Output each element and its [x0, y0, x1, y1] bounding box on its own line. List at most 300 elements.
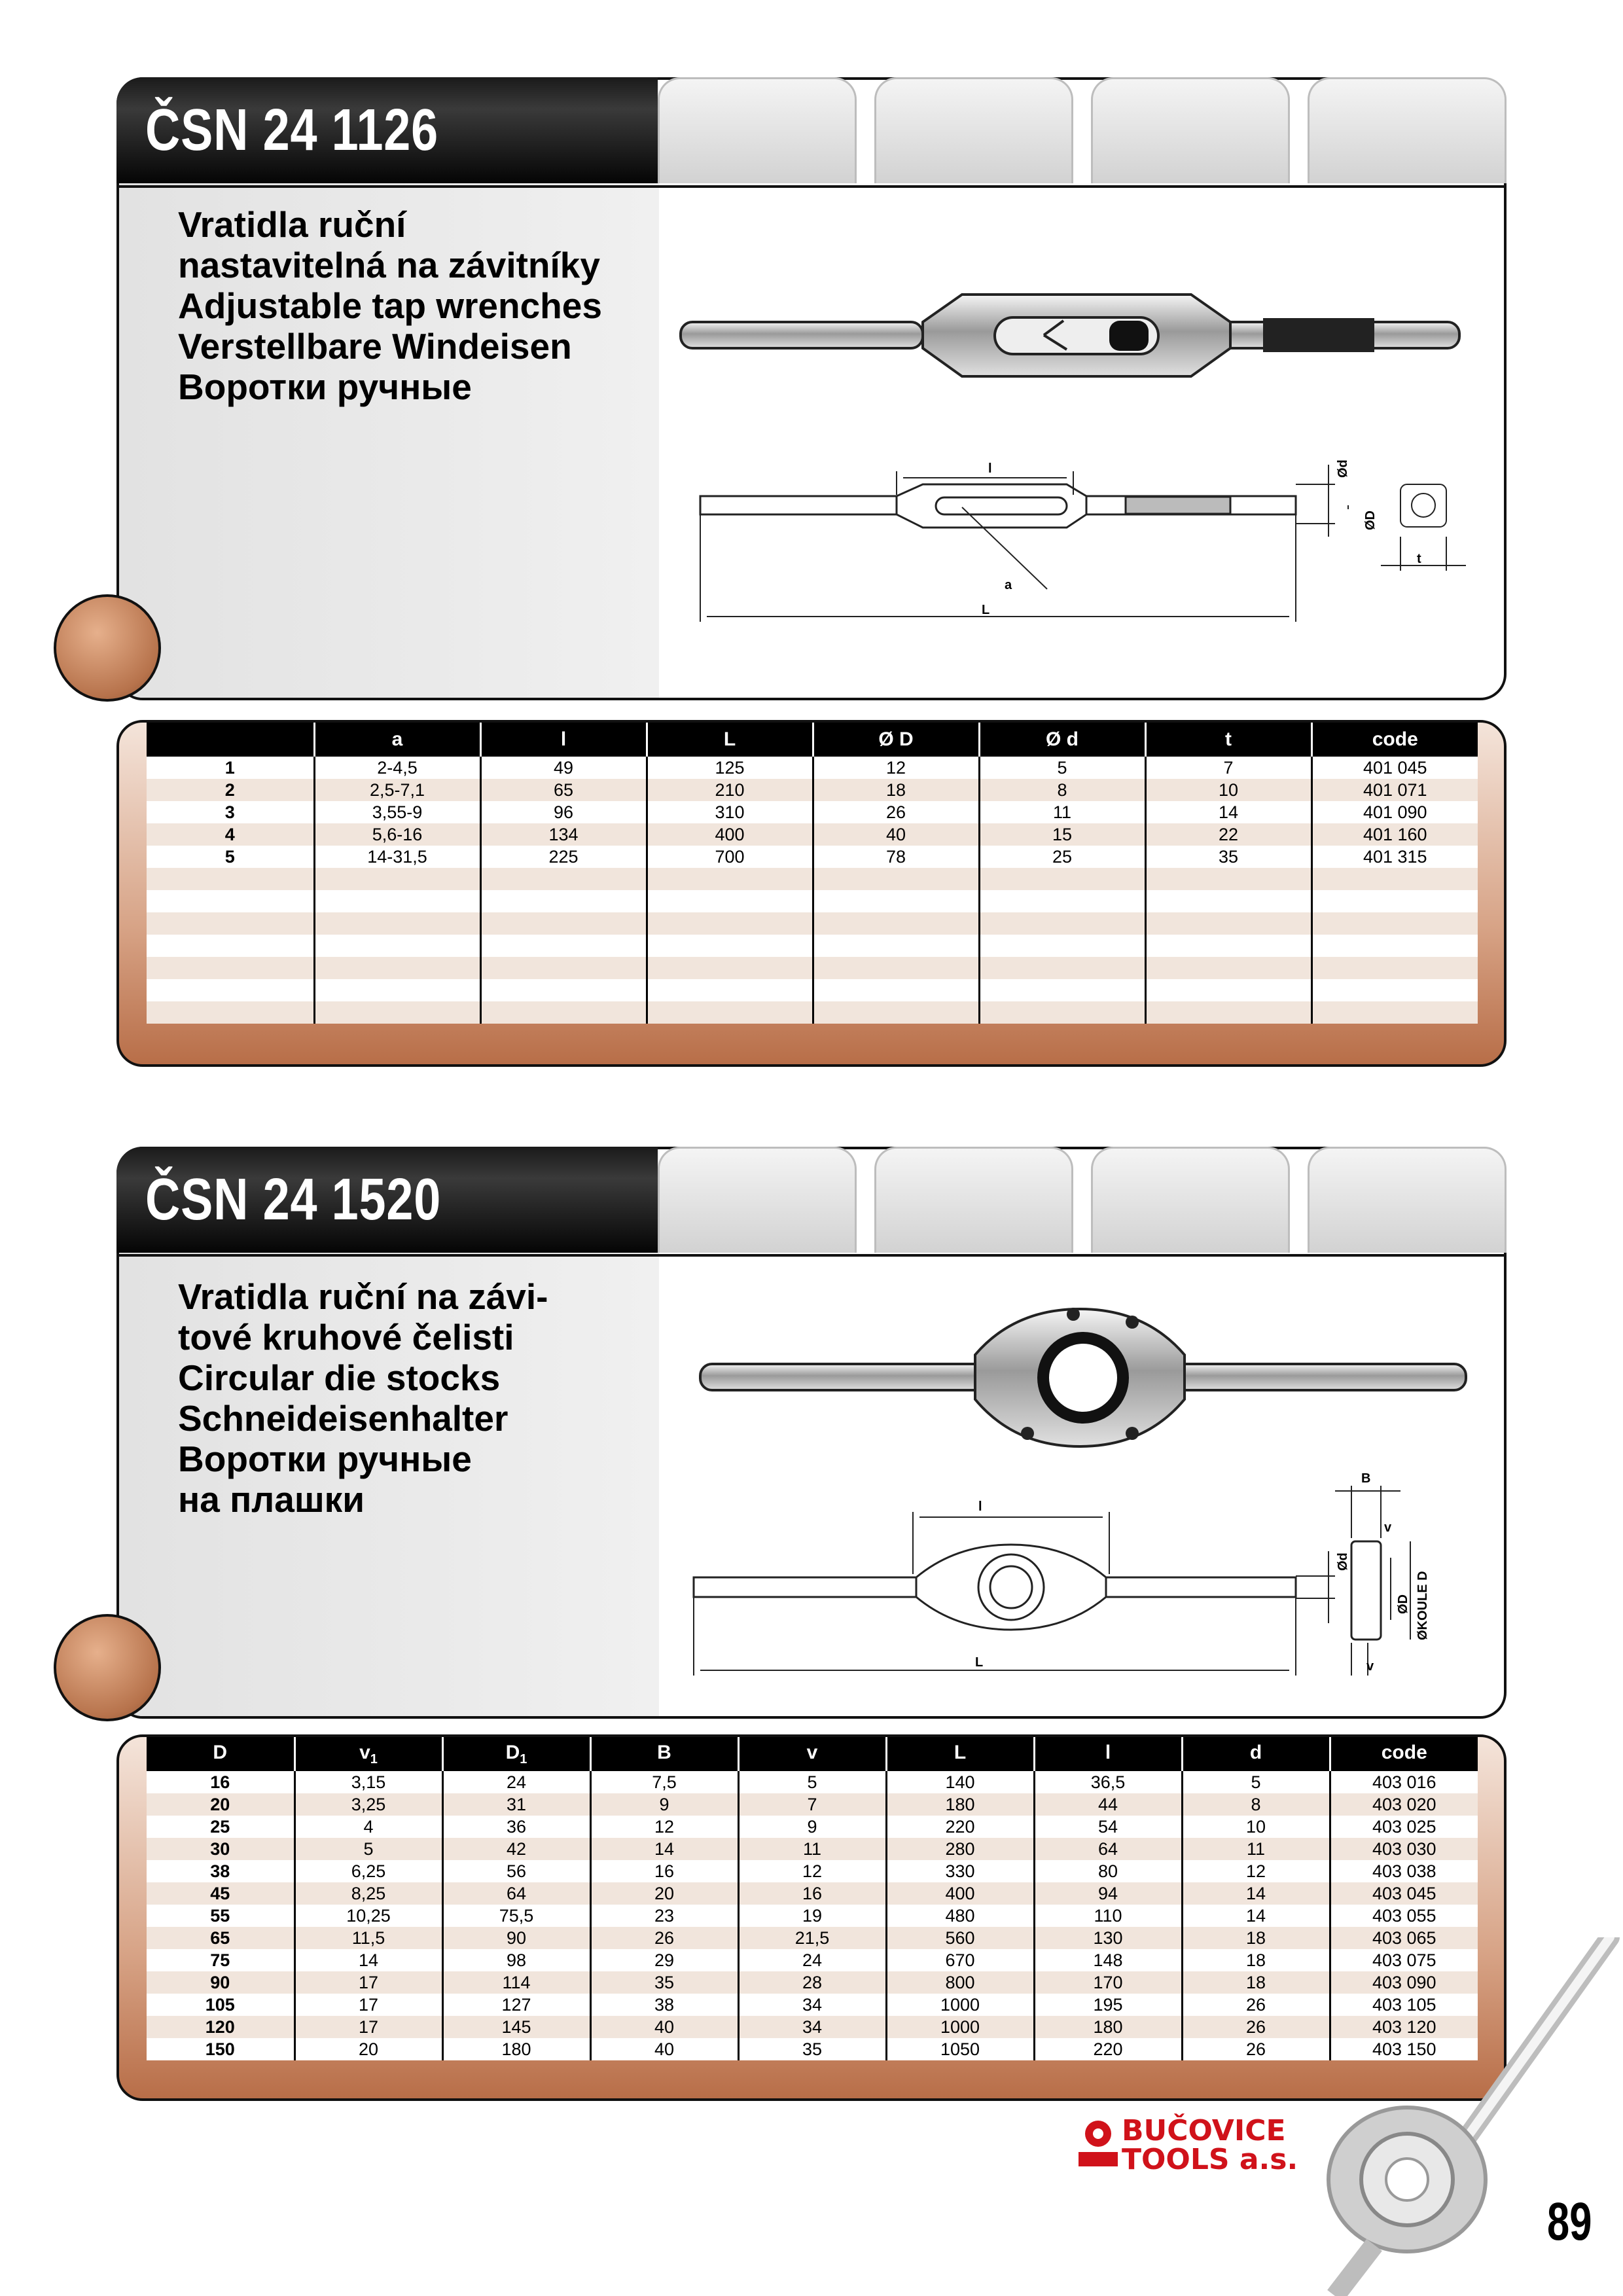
table-cell: 11,5	[294, 1927, 442, 1949]
header-tab	[874, 77, 1073, 183]
table-cell: 17	[294, 1994, 442, 2016]
table-cell: 9	[590, 1793, 738, 1816]
table-row	[147, 801, 1478, 823]
table-cell: 403 055	[1330, 1905, 1478, 1927]
table-cell	[1311, 1001, 1478, 1024]
table-cell: 20	[147, 1793, 294, 1816]
column-header: L	[647, 723, 813, 757]
table-cell: 11	[979, 801, 1145, 823]
table-cell: 403 120	[1330, 2016, 1478, 2038]
table-cell	[1311, 979, 1478, 1001]
table-cell	[979, 1001, 1145, 1024]
table-cell	[647, 890, 813, 912]
column-header: l	[1034, 1737, 1182, 1771]
table-cell	[480, 912, 647, 935]
table-cell: 225	[480, 846, 647, 868]
table-cell: 90	[147, 1971, 294, 1994]
table-cell: 150	[147, 2038, 294, 2060]
table-cell	[647, 957, 813, 979]
table-cell: 1000	[886, 1994, 1034, 2016]
description-line: Circular die stocks	[178, 1357, 501, 1398]
brand-line-1: BUČOVICE	[1122, 2114, 1286, 2147]
dim-label-a: a	[1005, 578, 1012, 592]
dim-label-L: L	[982, 603, 990, 617]
column-header: code	[1311, 723, 1478, 757]
table-cell: 21,5	[738, 1927, 886, 1949]
table-cell: 2	[147, 779, 314, 801]
table-cell: 18	[1182, 1949, 1330, 1971]
table-cell	[314, 868, 480, 890]
table-cell: 26	[813, 801, 979, 823]
table-cell: 1000	[886, 2016, 1034, 2038]
table-cell: 64	[442, 1882, 590, 1905]
header-tab	[1308, 1147, 1507, 1253]
table-cell: 54	[1034, 1816, 1182, 1838]
table-cell: 35	[590, 1971, 738, 1994]
table-cell	[1145, 868, 1311, 890]
table-cell: 16	[147, 1771, 294, 1793]
table-cell	[147, 979, 314, 1001]
brand-name	[1122, 2114, 1298, 2176]
page-number: 89	[1547, 2192, 1592, 2251]
header-tab	[1091, 1147, 1290, 1253]
table-cell: 64	[1034, 1838, 1182, 1860]
table-cell: 401 090	[1311, 801, 1478, 823]
table-cell: 110	[1034, 1905, 1182, 1927]
table-cell	[647, 1001, 813, 1024]
table-cell: 105	[147, 1994, 294, 2016]
table-row	[147, 2038, 1478, 2060]
table-cell: 403 025	[1330, 1816, 1478, 1838]
table-cell: 65	[480, 779, 647, 801]
table-cell: 560	[886, 1927, 1034, 1949]
table-cell	[647, 912, 813, 935]
product-description	[178, 1276, 548, 1520]
table-cell: 96	[480, 801, 647, 823]
table-cell: 19	[738, 1905, 886, 1927]
description-line: Adjustable tap wrenches	[178, 285, 602, 326]
table-cell	[1145, 935, 1311, 957]
table-cell: 11	[738, 1838, 886, 1860]
table-cell	[1311, 912, 1478, 935]
table-cell	[813, 957, 979, 979]
table-cell: 180	[442, 2038, 590, 2060]
table-cell	[979, 868, 1145, 890]
table-row	[147, 1882, 1478, 1905]
table-cell: 130	[1034, 1927, 1182, 1949]
table-cell: 310	[647, 801, 813, 823]
table-cell	[147, 935, 314, 957]
dim-label-L: L	[975, 1655, 984, 1670]
table-row	[147, 1994, 1478, 2016]
table-cell: 80	[1034, 1860, 1182, 1882]
table-cell: 28	[738, 1971, 886, 1994]
table-cell	[147, 957, 314, 979]
table-cell: 8	[1182, 1793, 1330, 1816]
description-line: Vratidla ruční	[178, 204, 406, 245]
table-cell	[813, 912, 979, 935]
description-line: Verstellbare Windeisen	[178, 326, 572, 367]
standard-title	[116, 77, 658, 183]
table-cell: 2,5-7,1	[314, 779, 480, 801]
table-cell: 25	[979, 846, 1145, 868]
table-row	[147, 935, 1478, 957]
table-cell: 18	[813, 779, 979, 801]
description-line: Vratidla ruční na závi-	[178, 1276, 548, 1317]
table-row	[147, 979, 1478, 1001]
table-cell: 90	[442, 1927, 590, 1949]
column-header: L	[886, 1737, 1034, 1771]
table-cell: 280	[886, 1838, 1034, 1860]
table-cell: 38	[590, 1994, 738, 2016]
table-cell: 5	[738, 1771, 886, 1793]
table-cell: 145	[442, 2016, 590, 2038]
table-row	[147, 1793, 1478, 1816]
table-cell	[1311, 957, 1478, 979]
table-cell: 9	[738, 1816, 886, 1838]
tap-wrench-drawing	[681, 432, 1492, 641]
column-header: B	[590, 1737, 738, 1771]
table-cell: 403 030	[1330, 1838, 1478, 1860]
table-cell: 14	[1145, 801, 1311, 823]
table-cell	[314, 979, 480, 1001]
table-cell	[647, 935, 813, 957]
table-cell: 10	[1145, 779, 1311, 801]
table-cell	[480, 890, 647, 912]
table-cell: 17	[294, 1971, 442, 1994]
table-row	[147, 1949, 1478, 1971]
table-cell: 210	[647, 779, 813, 801]
product-description	[178, 204, 602, 407]
table-cell	[1145, 957, 1311, 979]
table-cell: 7	[738, 1793, 886, 1816]
table-row	[147, 757, 1478, 779]
table-cell: 35	[1145, 846, 1311, 868]
table-cell: 44	[1034, 1793, 1182, 1816]
table-cell: 8	[979, 779, 1145, 801]
table-cell: 10	[1182, 1816, 1330, 1838]
table-cell: 220	[1034, 2038, 1182, 2060]
dim-label-d: Ød	[1336, 459, 1350, 478]
die-stock-drawing	[681, 1460, 1492, 1695]
dim-label-D: ØD	[1396, 1594, 1410, 1614]
table-cell: 45	[147, 1882, 294, 1905]
standard-number: ČSN 24 1126	[145, 98, 439, 163]
column-header: $v_1$	[294, 1737, 442, 1771]
table-cell: 1050	[886, 2038, 1034, 2060]
table-cell: 14	[294, 1949, 442, 1971]
table-row	[147, 1816, 1478, 1838]
table-cell	[314, 1001, 480, 1024]
table-cell	[480, 1001, 647, 1024]
table-cell: 14	[590, 1838, 738, 1860]
table-cell	[979, 935, 1145, 957]
table-cell: 42	[442, 1838, 590, 1860]
table-cell: 18	[1182, 1927, 1330, 1949]
table-cell: 75	[147, 1949, 294, 1971]
dim-label-koule: ØKOULE D	[1416, 1571, 1430, 1640]
table-cell: 8,25	[294, 1882, 442, 1905]
dim-label-B: B	[1361, 1471, 1371, 1486]
dim-label-l: l	[988, 461, 992, 476]
description-line: Schneideisenhalter	[178, 1398, 508, 1439]
table-cell	[979, 957, 1145, 979]
table-cell: 403 016	[1330, 1771, 1478, 1793]
table-cell: 401 160	[1311, 823, 1478, 846]
table-cell: 22	[1145, 823, 1311, 846]
table-row	[147, 1905, 1478, 1927]
table-cell: 20	[294, 2038, 442, 2060]
table-cell: 20	[590, 1882, 738, 1905]
column-header: t	[1145, 723, 1311, 757]
table-cell: 12	[813, 757, 979, 779]
table-header-row	[147, 1737, 1478, 1771]
table-cell: 38	[147, 1860, 294, 1882]
table-row	[147, 957, 1478, 979]
section-bullet	[54, 1614, 161, 1721]
table-cell: 26	[1182, 2016, 1330, 2038]
table-row	[147, 823, 1478, 846]
table-cell	[813, 935, 979, 957]
spec-table-1-frame	[116, 720, 1507, 1067]
table-cell: 7,5	[590, 1771, 738, 1793]
description-line: Воротки ручные	[178, 1439, 472, 1479]
table-cell: 16	[738, 1882, 886, 1905]
dim-label-v: v	[1366, 1659, 1374, 1674]
table-cell	[1311, 935, 1478, 957]
table-cell: 1	[147, 757, 314, 779]
table-cell	[147, 890, 314, 912]
table-cell: 5	[147, 846, 314, 868]
column-header: l	[480, 723, 647, 757]
table-row	[147, 1971, 1478, 1994]
table-row	[147, 1860, 1478, 1882]
table-cell: 170	[1034, 1971, 1182, 1994]
tap-wrench-image	[674, 268, 1472, 406]
table-cell: 3,25	[294, 1793, 442, 1816]
table-row	[147, 1838, 1478, 1860]
table-cell: 24	[442, 1771, 590, 1793]
table-cell	[314, 935, 480, 957]
column-header: v	[738, 1737, 886, 1771]
table-cell: 26	[1182, 1994, 1330, 2016]
table-header-row	[147, 723, 1478, 757]
column-header: d	[1182, 1737, 1330, 1771]
table-cell: 403 075	[1330, 1949, 1478, 1971]
table-cell: 134	[480, 823, 647, 846]
table-cell: 16	[590, 1860, 738, 1882]
column-header	[147, 723, 314, 757]
table-cell: 670	[886, 1949, 1034, 1971]
table-cell: 29	[590, 1949, 738, 1971]
table-cell: 34	[738, 2016, 886, 2038]
table-cell: 49	[480, 757, 647, 779]
table-cell: 78	[813, 846, 979, 868]
table-cell	[647, 868, 813, 890]
header-tab	[658, 77, 857, 183]
die-stock-image	[687, 1283, 1472, 1453]
table-cell	[314, 912, 480, 935]
table-row	[147, 2016, 1478, 2038]
table-cell: 400	[886, 1882, 1034, 1905]
column-header: Ø D	[813, 723, 979, 757]
description-line: tové kruhové čelisti	[178, 1317, 514, 1357]
table-cell	[813, 979, 979, 1001]
table-cell	[979, 912, 1145, 935]
table-cell: 140	[886, 1771, 1034, 1793]
table-cell	[813, 890, 979, 912]
table-cell	[480, 957, 647, 979]
table-cell: 65	[147, 1927, 294, 1949]
header-tab	[1308, 77, 1507, 183]
table-cell: 5,6-16	[314, 823, 480, 846]
table-cell: 25	[147, 1816, 294, 1838]
table-cell: 15	[979, 823, 1145, 846]
table-cell: 11	[1182, 1838, 1330, 1860]
column-header: D	[147, 1737, 294, 1771]
table-cell: 5	[1182, 1771, 1330, 1793]
description-line: на плашки	[178, 1479, 365, 1520]
table-cell: 403 090	[1330, 1971, 1478, 1994]
table-cell	[813, 868, 979, 890]
table-cell: 403 020	[1330, 1793, 1478, 1816]
table-cell: 401 315	[1311, 846, 1478, 868]
table-cell	[480, 935, 647, 957]
table-cell: 40	[590, 2038, 738, 2060]
table-cell	[314, 890, 480, 912]
table-cell: 26	[590, 1927, 738, 1949]
table-cell: 401 071	[1311, 779, 1478, 801]
table-cell	[647, 979, 813, 1001]
column-header: code	[1330, 1737, 1478, 1771]
table-cell: 14-31,5	[314, 846, 480, 868]
table-cell: 26	[1182, 2038, 1330, 2060]
table-cell: 98	[442, 1949, 590, 1971]
table-cell: 94	[1034, 1882, 1182, 1905]
dim-label-D: ØD	[1363, 511, 1378, 530]
table-cell: 220	[886, 1816, 1034, 1838]
spec-table-1	[147, 723, 1478, 1024]
table-cell: 403 045	[1330, 1882, 1478, 1905]
table-cell: 2-4,5	[314, 757, 480, 779]
table-cell	[480, 979, 647, 1001]
table-cell: 330	[886, 1860, 1034, 1882]
table-cell: 3,15	[294, 1771, 442, 1793]
table-cell	[1311, 868, 1478, 890]
table-cell: 10,25	[294, 1905, 442, 1927]
dim-label-v1: v	[1384, 1520, 1392, 1535]
table-cell	[979, 979, 1145, 1001]
table-cell	[1145, 979, 1311, 1001]
table-row	[147, 890, 1478, 912]
table-body	[147, 757, 1478, 1024]
table-cell: 3,55-9	[314, 801, 480, 823]
header-tab	[658, 1147, 857, 1253]
table-cell: 5	[294, 1838, 442, 1860]
table-cell: 125	[647, 757, 813, 779]
table-cell: 180	[1034, 2016, 1182, 2038]
table-row	[147, 868, 1478, 890]
table-cell: 401 045	[1311, 757, 1478, 779]
table-cell: 17	[294, 2016, 442, 2038]
table-cell	[147, 1001, 314, 1024]
table-cell: 403 065	[1330, 1927, 1478, 1949]
table-cell: 36	[442, 1816, 590, 1838]
table-cell	[147, 912, 314, 935]
table-cell: 30	[147, 1838, 294, 1860]
table-cell: 14	[1182, 1882, 1330, 1905]
table-cell: 12	[1182, 1860, 1330, 1882]
table-cell	[1311, 890, 1478, 912]
table-cell	[480, 868, 647, 890]
table-cell	[1145, 912, 1311, 935]
dim-label-l: l	[978, 1499, 982, 1514]
table-cell: 3	[147, 801, 314, 823]
table-cell: 23	[590, 1905, 738, 1927]
table-cell: 40	[813, 823, 979, 846]
column-header: a	[314, 723, 480, 757]
table-cell: 40	[590, 2016, 738, 2038]
table-cell	[1145, 1001, 1311, 1024]
table-cell: 195	[1034, 1994, 1182, 2016]
standard-number: ČSN 24 1520	[145, 1167, 442, 1232]
table-cell: 75,5	[442, 1905, 590, 1927]
table-body	[147, 1771, 1478, 2060]
table-cell: 18	[1182, 1971, 1330, 1994]
table-cell: 12	[590, 1816, 738, 1838]
table-cell	[314, 957, 480, 979]
table-cell: 700	[647, 846, 813, 868]
table-cell: 36,5	[1034, 1771, 1182, 1793]
table-cell: 31	[442, 1793, 590, 1816]
table-cell: 403 150	[1330, 2038, 1478, 2060]
header-tab	[874, 1147, 1073, 1253]
section-bullet	[54, 594, 161, 702]
description-line: nastavitelná na závitníky	[178, 245, 600, 285]
table-cell: 403 038	[1330, 1860, 1478, 1882]
header-tab	[1091, 77, 1290, 183]
table-cell: 400	[647, 823, 813, 846]
table-cell: 148	[1034, 1949, 1182, 1971]
dim-label-t: t	[1417, 552, 1421, 566]
table-cell: 7	[1145, 757, 1311, 779]
table-row	[147, 1001, 1478, 1024]
table-row	[147, 779, 1478, 801]
table-cell: 5	[979, 757, 1145, 779]
brand-logo-icon	[1077, 2118, 1119, 2170]
table-cell: 114	[442, 1971, 590, 1994]
table-cell: 35	[738, 2038, 886, 2060]
table-row	[147, 1771, 1478, 1793]
table-row	[147, 846, 1478, 868]
standard-title	[116, 1147, 658, 1253]
table-cell	[147, 868, 314, 890]
description-line: Воротки ручные	[178, 367, 472, 407]
table-cell: 14	[1182, 1905, 1330, 1927]
table-cell: 56	[442, 1860, 590, 1882]
table-cell	[813, 1001, 979, 1024]
table-cell: 403 105	[1330, 1994, 1478, 2016]
table-cell	[979, 890, 1145, 912]
table-cell: 480	[886, 1905, 1034, 1927]
table-cell: 4	[147, 823, 314, 846]
table-cell: 34	[738, 1994, 886, 2016]
table-cell: 24	[738, 1949, 886, 1971]
table-cell: 55	[147, 1905, 294, 1927]
table-cell: 180	[886, 1793, 1034, 1816]
brand-line-2: TOOLS a.s.	[1122, 2143, 1298, 2176]
spec-table-2	[147, 1737, 1478, 2060]
